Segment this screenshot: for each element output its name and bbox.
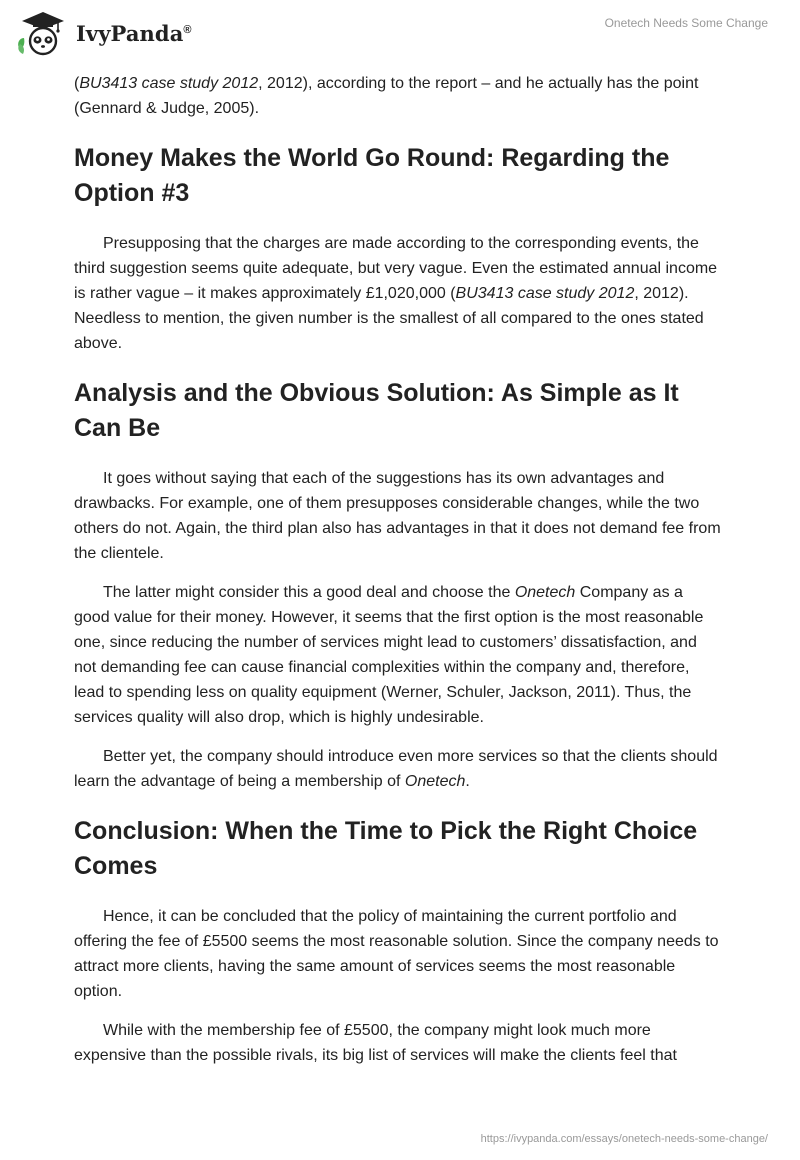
paragraph: Presupposing that the charges are made according to the corresponding events, the third suggestion seems quite adequate, but very vague. Even the estimated annual income is rather vague – it makes approximately £1,020,000 (BU3413 case study 2012, 2012). Needless to mention, the given number is the smallest of all compared to the ones stated above. xyxy=(74,235,718,352)
paragraph: While with the membership fee of £5500, the company might look much more expensive than the possible rivals, its big list of services will make the clients feel that xyxy=(74,1022,677,1064)
paragraph: Hence, it can be concluded that the policy of maintaining the current portfolio and offering the fee of £5500 seems the most reasonable solution. Since the company needs to attract more clients, having the same amount of services seems the most reasonable option. xyxy=(74,908,719,1000)
document-title: Onetech Needs Some Change xyxy=(604,16,768,30)
section-heading: Analysis and the Obvious Solution: As Simple as It Can Be xyxy=(74,379,679,442)
paragraph: (BU3413 case study 2012, 2012), according to the report – and he actually has the point (Gennard & Judge, 2005). xyxy=(74,75,699,117)
paragraph: Better yet, the company should introduce even more services so that the clients should learn the advantage of being a membership of Onetech. xyxy=(74,748,718,790)
page-header xyxy=(0,0,800,64)
panda-graduate-icon xyxy=(14,8,72,58)
paragraph: The latter might consider this a good deal and choose the Onetech Company as a good value for their money. However, it seems that the first option is the most reasonable one, since reducing the number of services might lead to customers’ dissatisfaction, and not demanding fee can cause financial complexities within the company and, therefore, lead to spending less on quality equipment (Werner, Schuler, Jackson, 2011). Thus, the services quality will also drop, which is highly undesirable. xyxy=(74,584,704,726)
section-heading: Money Makes the World Go Round: Regarding the Option #3 xyxy=(74,144,670,207)
essay-body xyxy=(74,71,722,1082)
source-url[interactable]: https://ivypanda.com/essays/onetech-needs-some-change/ xyxy=(480,1133,768,1145)
section-heading: Conclusion: When the Time to Pick the Right Choice Comes xyxy=(74,817,698,880)
brand-name: IvyPanda® xyxy=(76,20,192,46)
paragraph: It goes without saying that each of the suggestions has its own advantages and drawbacks. For example, one of them presupposes considerable changes, while the two others do not. Again, the third plan also has advantages in that it does not demand fee from the clientele. xyxy=(74,470,721,562)
ivypanda-logo[interactable] xyxy=(14,8,192,58)
